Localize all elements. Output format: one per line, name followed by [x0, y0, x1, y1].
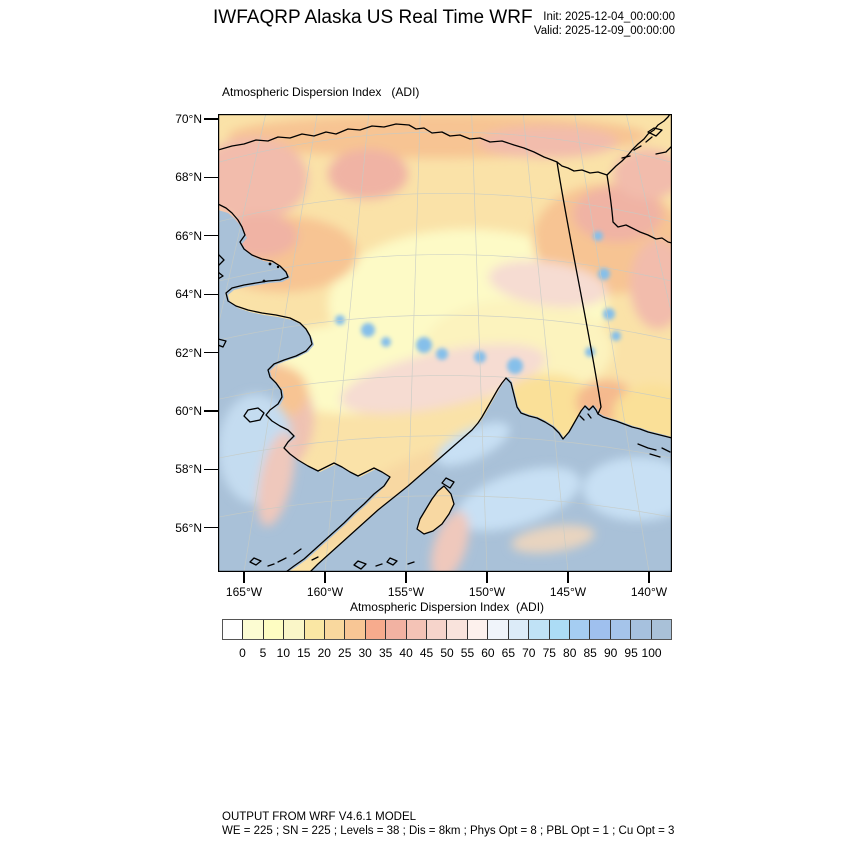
- colorbar-tick-label: 20: [317, 646, 331, 660]
- colorbar-cell: [427, 620, 447, 639]
- colorbar-cell: [243, 620, 263, 639]
- colorbar-cell: [305, 620, 325, 639]
- colorbar-tick-label: 75: [542, 646, 556, 660]
- colorbar-cell: [631, 620, 651, 639]
- lat-tick: [204, 469, 218, 470]
- colorbar: [222, 619, 672, 640]
- map-canvas: [218, 114, 672, 572]
- colorbar-tick-label: 70: [522, 646, 536, 660]
- colorbar-title: Atmospheric Dispersion Index (ADI): [349, 600, 545, 614]
- lon-tick: [648, 572, 649, 583]
- valid-time: Valid: 2025-12-09_00:00:00: [533, 25, 675, 37]
- run-times: [534, 10, 675, 38]
- colorbar-cell: [611, 620, 631, 639]
- lat-tick-label: 68°N: [175, 170, 202, 185]
- footer: [222, 810, 674, 838]
- colorbar-tick-label: 10: [276, 646, 291, 660]
- colorbar-tick-label: 5: [259, 646, 267, 660]
- page-title: IWFAQRP Alaska US Real Time WRF: [213, 7, 533, 28]
- lon-tick-label: 155°W: [387, 585, 425, 599]
- field-label: Atmospheric Dispersion Index (ADI): [222, 85, 420, 99]
- colorbar-cell: [468, 620, 488, 639]
- lat-tick-label: 64°N: [175, 287, 202, 302]
- lon-tick: [324, 572, 325, 583]
- lon-tick-label: 150°W: [468, 585, 506, 599]
- colorbar-cell: [366, 620, 386, 639]
- lat-tick: [204, 177, 218, 178]
- lat-tick-label: 66°N: [175, 228, 202, 243]
- lat-tick-label: 62°N: [175, 345, 202, 360]
- colorbar-cell: [264, 620, 284, 639]
- init-time: Init: 2025-12-04_00:00:00: [543, 11, 675, 23]
- colorbar-cell: [447, 620, 467, 639]
- colorbar-cell: [223, 620, 243, 639]
- colorbar-tick-label: 95: [624, 646, 638, 660]
- lat-tick-label: 60°N: [175, 404, 202, 418]
- lon-tick: [486, 572, 487, 583]
- colorbar-tick-label: 90: [603, 646, 618, 660]
- colorbar-cell: [652, 620, 671, 639]
- colorbar-tick-label: 0: [239, 646, 246, 660]
- colorbar-tick-label: 55: [460, 646, 475, 660]
- colorbar-cell: [570, 620, 590, 639]
- colorbar-tick-label: 85: [583, 646, 597, 660]
- lon-tick-label: 140°W: [630, 585, 668, 599]
- colorbar-tick-label: 100: [641, 646, 662, 660]
- lon-tick: [243, 572, 244, 583]
- lon-tick-label: 145°W: [549, 585, 587, 599]
- colorbar-cell: [529, 620, 549, 639]
- colorbar-cell: [345, 620, 365, 639]
- colorbar-tick-label: 45: [419, 646, 434, 660]
- colorbar-cell: [509, 620, 529, 639]
- lat-tick-label: 70°N: [175, 112, 202, 126]
- colorbar-cell: [325, 620, 345, 639]
- lat-tick: [204, 294, 218, 295]
- colorbar-cell: [488, 620, 508, 639]
- footer-line-1: OUTPUT FROM WRF V4.6.1 MODEL: [222, 811, 417, 823]
- colorbar-tick-label: 40: [399, 646, 413, 660]
- colorbar-cell: [386, 620, 406, 639]
- footer-line-2: WE = 225 ; SN = 225 ; Levels = 38 ; Dis = 8km ; Phys Opt = 8 ; PBL Opt = 1 ; Cu Opt = 3: [222, 825, 675, 837]
- colorbar-cell: [284, 620, 304, 639]
- colorbar-tick-label: 30: [358, 646, 372, 660]
- lat-tick: [204, 527, 218, 528]
- colorbar-tick-label: 60: [481, 646, 495, 660]
- lat-tick: [204, 235, 218, 236]
- lon-tick-label: 160°W: [306, 585, 344, 599]
- colorbar-cell: [550, 620, 570, 639]
- adi-map: [218, 114, 672, 572]
- colorbar-cell: [407, 620, 427, 639]
- colorbar-tick-label: 35: [378, 646, 393, 660]
- lon-tick: [567, 572, 568, 583]
- colorbar-cell: [590, 620, 610, 639]
- colorbar-tick-label: 50: [440, 646, 454, 660]
- lon-tick-label: 165°W: [225, 585, 263, 599]
- colorbar-tick-label: 80: [563, 646, 577, 660]
- colorbar-tick-label: 25: [338, 646, 352, 660]
- lat-tick: [204, 410, 218, 411]
- lat-tick: [204, 118, 218, 119]
- colorbar-tick-label: 15: [297, 646, 311, 660]
- colorbar-tick-label: 65: [501, 646, 516, 660]
- lat-tick-label: 58°N: [175, 462, 202, 477]
- lat-tick: [204, 352, 218, 353]
- lon-tick: [405, 572, 406, 583]
- lat-tick-label: 56°N: [175, 520, 202, 535]
